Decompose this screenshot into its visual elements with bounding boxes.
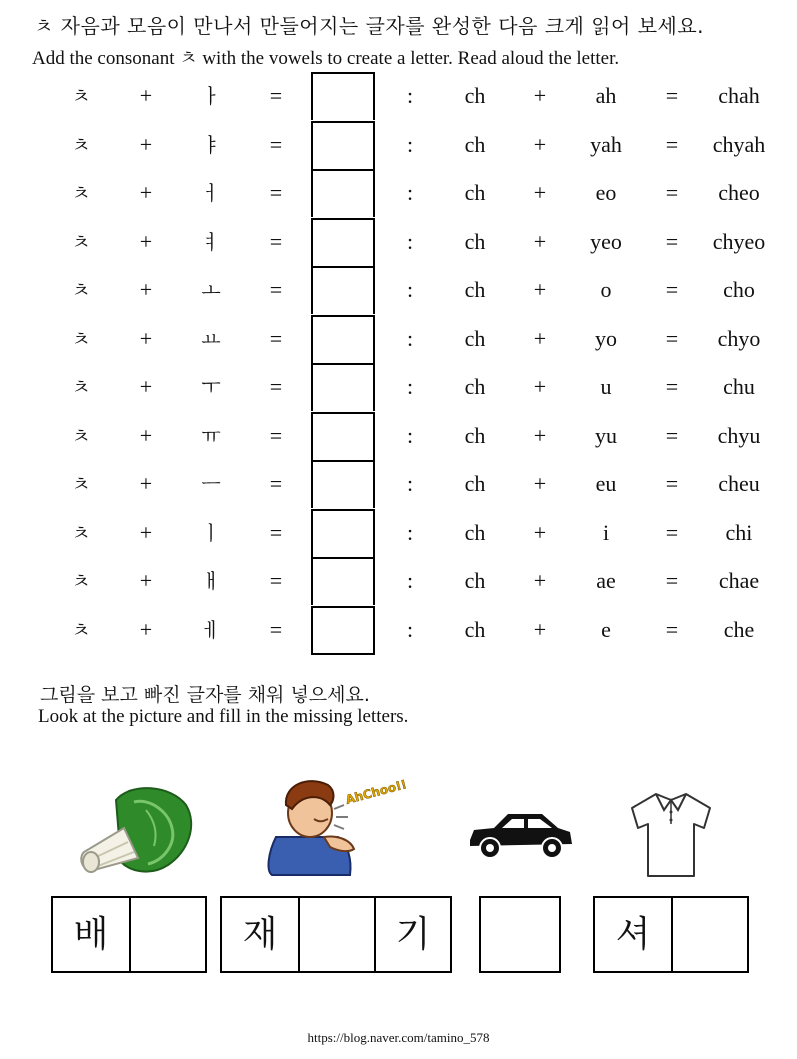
table-row [0,606,797,654]
table-row [0,169,797,217]
result-roman: cheu [718,471,760,496]
table-row [0,72,797,120]
vowel-roman: eo [595,180,617,205]
equals-sign: = [269,471,283,496]
consonant-roman: ch [464,422,486,448]
vowel: ㅐ [201,569,221,593]
consonant: ㅊ [71,278,91,302]
equals-sign: = [269,131,283,157]
colon: : [406,422,414,448]
colon: : [406,374,414,399]
result-roman: chyeo [712,228,766,254]
title-korean: ㅊ 자음과 모음이 만나서 만들어지는 글자를 완성한 다음 크게 읽어 보세요. [34,14,705,38]
answer-cell[interactable]: 셔 [615,914,651,955]
equals-sign: = [665,471,679,496]
equals-sign: = [665,568,679,593]
shirt-icon [626,790,716,880]
vowel: ㅓ [201,181,221,205]
vowel-roman: yo [595,325,617,351]
plus-sign: + [139,83,153,108]
equals-sign: = [269,422,283,448]
plus-sign: + [139,131,153,157]
table-row [0,121,797,169]
consonant-roman: ch [464,519,486,545]
answer-box[interactable] [311,363,375,411]
answer-cell[interactable]: 기 [374,898,450,971]
plus-sign: + [533,374,547,399]
sneeze-text: AhChoo!! [344,777,409,807]
table-row [0,315,797,363]
table-row [0,412,797,460]
vowel: ㅛ [201,326,221,351]
vowel: ㅏ [201,84,221,108]
plus-sign: + [139,568,153,593]
answer-cell-blank[interactable] [129,898,205,971]
vowel: ㅜ [201,375,221,399]
consonant: ㅊ [71,375,91,399]
vowel-roman: ah [595,83,617,108]
result-roman: cho [723,277,755,302]
equals-sign: = [665,519,679,545]
answer-box[interactable] [311,218,375,266]
colon: : [406,519,414,545]
equals-sign: = [269,325,283,351]
table-row [0,363,797,411]
equals-sign: = [665,131,679,157]
equals-sign: = [269,180,283,205]
vowel-roman: i [602,519,610,545]
plus-sign: + [533,325,547,351]
answer-box[interactable] [311,72,375,120]
answer-box[interactable] [311,315,375,363]
vowel-roman: yah [590,131,622,157]
vowel: ㅑ [201,132,221,157]
table-row [0,509,797,557]
answer-cell[interactable]: 배 [73,914,109,955]
table-row [0,460,797,508]
title-english: Add the consonant ㅊ with the vowels to create a letter. Read aloud the letter. [32,48,620,69]
consonant: ㅊ [71,520,91,545]
plus-sign: + [533,180,547,205]
consonant: ㅊ [71,472,91,496]
result-roman: che [723,616,755,642]
section2-title-english: Look at the picture and fill in the missing letters. [38,706,409,727]
colon: : [406,277,414,302]
answer-cell-blank[interactable] [298,898,374,971]
consonant-roman: ch [464,325,486,351]
answer-box[interactable] [311,509,375,557]
colon: : [406,83,414,108]
plus-sign: + [533,228,547,254]
plus-sign: + [139,180,153,205]
colon: : [406,131,414,157]
car-icon [468,810,574,860]
colon: : [406,568,414,593]
vowel: ㅕ [201,229,221,254]
consonant: ㅊ [71,423,91,448]
table-row [0,266,797,314]
plus-sign: + [533,519,547,545]
answer-box[interactable] [311,557,375,605]
plus-sign: + [533,616,547,642]
vowel: ㅣ [201,520,221,545]
equals-sign: = [665,616,679,642]
cabbage-icon [76,780,198,880]
result-roman: chae [718,568,760,593]
plus-sign: + [139,519,153,545]
equals-sign: = [269,519,283,545]
colon: : [406,325,414,351]
section2-title-korean: 그림을 보고 빠진 글자를 채워 넣으세요. [40,684,370,706]
answer-sneeze [220,896,452,973]
vowel-roman: eu [595,471,617,496]
plus-sign: + [533,131,547,157]
consonant: ㅊ [71,569,91,593]
consonant: ㅊ [71,84,91,108]
footer-url: https://blog.naver.com/tamino_578 [307,1030,490,1045]
vowel-roman: e [601,616,611,642]
equals-sign: = [665,422,679,448]
plus-sign: + [533,471,547,496]
consonant: ㅊ [71,181,91,205]
plus-sign: + [533,422,547,448]
answer-box[interactable] [311,266,375,314]
answer-box[interactable] [311,460,375,508]
equals-sign: = [269,228,283,254]
vowel-roman: yeo [590,228,622,254]
vowel: ㅗ [201,278,221,302]
answer-cell-blank[interactable] [481,898,559,971]
result-roman: cheo [718,180,760,205]
answer-shirt [593,896,749,973]
table-row [0,557,797,605]
answer-box[interactable] [311,606,375,655]
result-roman: chyah [712,131,766,157]
equals-sign: = [269,374,283,399]
equals-sign: = [665,374,679,399]
equals-sign: = [269,83,283,108]
answer-box[interactable] [311,412,375,460]
vowel-roman: ae [596,568,616,593]
vowel: ㅡ [201,472,221,496]
consonant-roman: ch [464,83,486,108]
vowel: ㅔ [201,617,221,642]
equals-sign: = [269,568,283,593]
consonant-roman: ch [464,374,486,399]
sneezing-person-icon [258,775,409,875]
answer-box[interactable] [311,169,375,217]
answer-cell-blank[interactable] [671,898,747,971]
consonant: ㅊ [71,617,91,642]
plus-sign: + [533,83,547,108]
equals-sign: = [665,325,679,351]
vowel-roman: u [600,374,612,399]
colon: : [406,471,414,496]
consonant: ㅊ [71,326,91,351]
colon: : [406,616,414,642]
answer-car [479,896,561,973]
answer-cell[interactable]: 재 [242,914,278,955]
equals-sign: = [269,616,283,642]
equals-sign: = [269,277,283,302]
vowel-roman: o [600,277,612,302]
vowel: ㅠ [201,423,221,448]
plus-sign: + [139,228,153,254]
plus-sign: + [139,422,153,448]
plus-sign: + [533,568,547,593]
consonant-roman: ch [464,277,486,302]
result-roman: chyo [717,325,761,351]
consonant: ㅊ [71,132,91,157]
table-row [0,218,797,266]
consonant-roman: ch [464,180,486,205]
plus-sign: + [139,374,153,399]
colon: : [406,180,414,205]
consonant-roman: ch [464,471,486,496]
equals-sign: = [665,228,679,254]
answer-box[interactable] [311,121,375,169]
result-roman: chi [725,519,753,545]
consonant-roman: ch [464,568,486,593]
consonant-roman: ch [464,616,486,642]
plus-sign: + [139,616,153,642]
consonant-roman: ch [464,131,486,157]
result-roman: chah [718,83,760,108]
answer-cabbage [51,896,207,973]
plus-sign: + [533,277,547,302]
colon: : [406,228,414,254]
equals-sign: = [665,277,679,302]
result-roman: chyu [717,422,761,448]
equals-sign: = [665,83,679,108]
vowel-roman: yu [595,422,617,448]
consonant-roman: ch [464,228,486,254]
plus-sign: + [139,277,153,302]
result-roman: chu [723,374,755,399]
consonant: ㅊ [71,229,91,254]
plus-sign: + [139,471,153,496]
plus-sign: + [139,325,153,351]
equals-sign: = [665,180,679,205]
